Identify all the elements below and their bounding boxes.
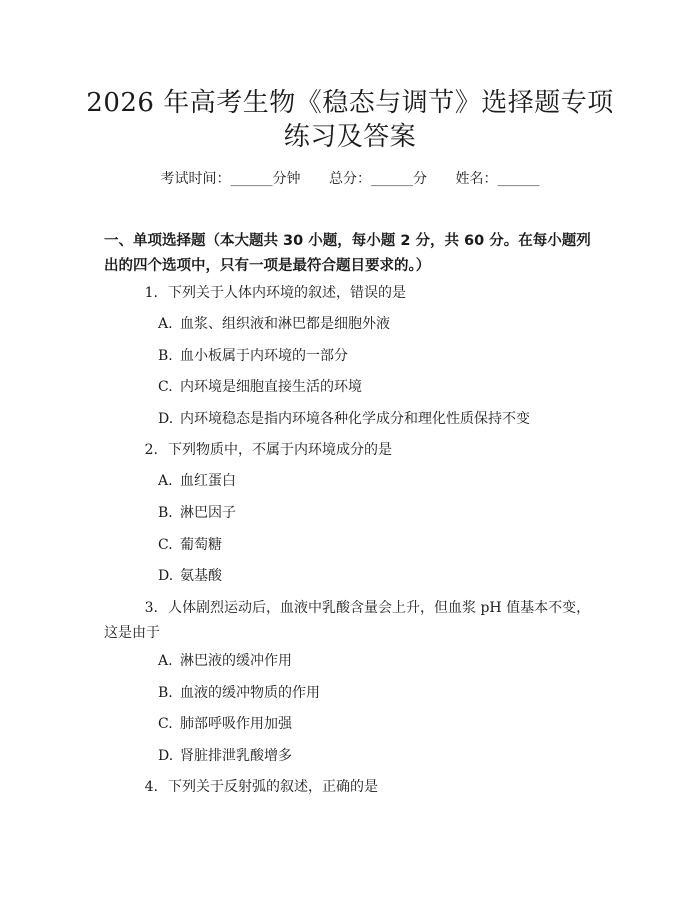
student-name-field: 姓名：______: [455, 171, 540, 187]
total-score-field: 总分：______分: [329, 171, 427, 187]
question-stem: [104, 775, 599, 800]
option-letter: A.: [158, 473, 173, 489]
option-letter: A.: [158, 316, 173, 332]
answer-option: [158, 346, 598, 366]
question-number: 1.: [144, 285, 158, 301]
option-text: 葡萄糖: [180, 537, 222, 553]
option-letter: A.: [158, 653, 173, 669]
answer-option: [158, 714, 598, 734]
question-stem: [104, 438, 599, 463]
exam-time-field: 考试时间：______分钟: [160, 171, 301, 187]
question-text: 下列关于人体内环境的叙述，错误的是: [168, 285, 406, 301]
option-letter: C.: [158, 379, 173, 395]
option-text: 淋巴因子: [180, 505, 236, 521]
question-text: 人体剧烈运动后，血液中乳酸含量会上升，但血浆 pH 值基本不变，这是由于: [104, 600, 591, 641]
question-stem: [104, 281, 599, 306]
question-text: 下列关于反射弧的叙述，正确的是: [168, 779, 378, 795]
option-letter: D.: [158, 748, 174, 764]
answer-option: [158, 535, 598, 555]
answer-option: [158, 566, 598, 586]
answer-option: [158, 314, 598, 334]
option-text: 氨基酸: [180, 568, 222, 584]
question-text: 下列物质中，不属于内环境成分的是: [168, 442, 392, 458]
answer-option: [158, 503, 598, 523]
question-number: 2.: [144, 442, 158, 458]
option-text: 内环境稳态是指内环境各种化学成分和理化性质保持不变: [180, 411, 530, 427]
option-text: 内环境是细胞直接生活的环境: [180, 379, 362, 395]
answer-option: [158, 651, 598, 671]
option-text: 血红蛋白: [180, 473, 236, 489]
option-text: 肾脏排泄乳酸增多: [180, 748, 292, 764]
option-letter: B.: [158, 505, 173, 521]
option-letter: C.: [158, 716, 173, 732]
answer-option: [158, 746, 598, 766]
question-number: 4.: [144, 779, 158, 795]
option-text: 血小板属于内环境的一部分: [180, 348, 348, 364]
exam-info-line: [0, 170, 700, 188]
option-text: 血液的缓冲物质的作用: [180, 685, 320, 701]
option-text: 淋巴液的缓冲作用: [180, 653, 292, 669]
question-stem: [104, 596, 599, 646]
section-heading: 一、单项选择题（本大题共 30 小题，每小题 2 分，共 60 分。在每小题列出的四个选项中，只有一项是最符合题目要求的。）: [104, 233, 591, 274]
question-number: 3.: [144, 600, 158, 616]
option-letter: B.: [158, 685, 173, 701]
option-letter: D.: [158, 568, 174, 584]
answer-option: [158, 409, 598, 429]
page-title: 2026 年高考生物《稳态与调节》选择题专项: [86, 88, 614, 118]
option-letter: D.: [158, 411, 174, 427]
answer-option: [158, 471, 598, 491]
page-title-continued: 练习及答案: [283, 122, 417, 152]
option-text: 肺部呼吸作用加强: [180, 716, 292, 732]
answer-option: [158, 683, 598, 703]
option-letter: C.: [158, 537, 173, 553]
option-letter: B.: [158, 348, 173, 364]
option-text: 血浆、组织液和淋巴都是细胞外液: [180, 316, 390, 332]
answer-option: [158, 377, 598, 397]
